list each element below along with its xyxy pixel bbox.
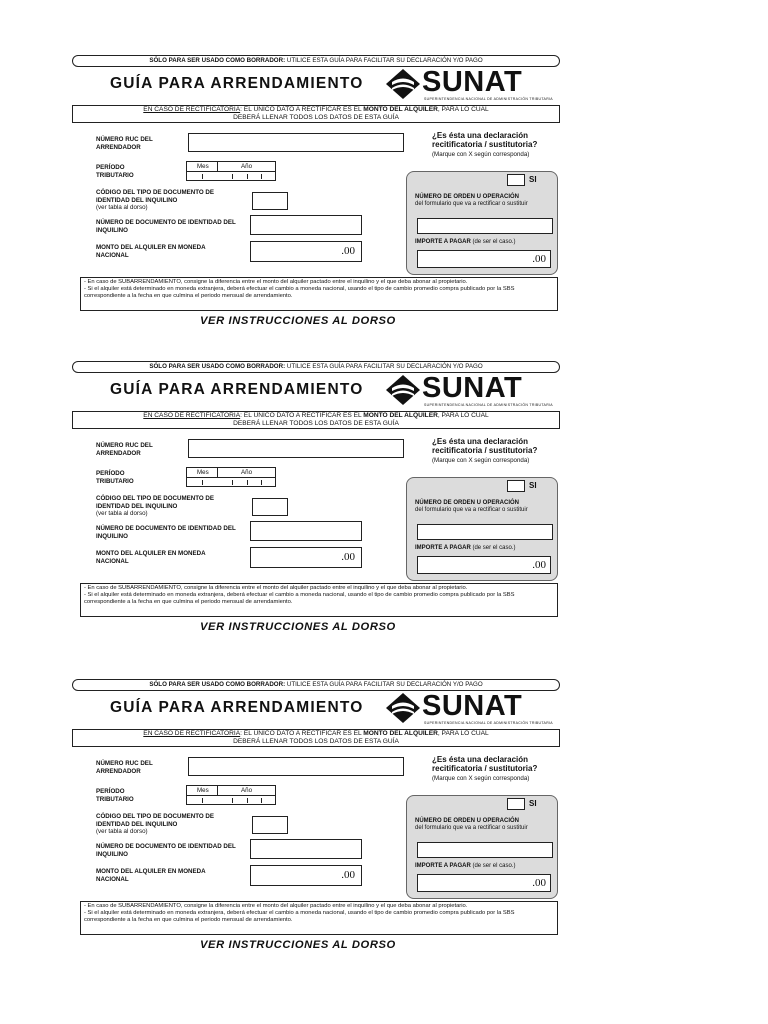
importe-value: .00	[532, 253, 546, 265]
si-checkbox[interactable]	[507, 480, 525, 492]
sunat-diamond-icon	[386, 693, 420, 723]
logo-subtitle: SUPERINTENDENCIA NACIONAL DE ADMINISTRACIÓN TRIBUTARIA	[424, 721, 553, 725]
anio-label: Año	[241, 163, 253, 170]
monto-field[interactable]	[250, 241, 362, 262]
notes-box	[80, 901, 558, 935]
codigo-label: CÓDIGO DEL TIPO DE DOCUMENTO DE IDENTIDAD DEL INQUILINO (ver tabla al dorso)	[96, 189, 215, 211]
guide-title: GUÍA PARA ARRENDAMIENTO	[110, 75, 364, 92]
importe-label: IMPORTE A PAGAR (de ser el caso.)	[415, 545, 516, 551]
draft-banner: SÓLO PARA SER USADO COMO BORRADOR: UTILICE ESTA GUÍA PARA FACILITAR SU DECLARACIÓN Y/O PAGO	[72, 361, 560, 373]
si-label: SI	[529, 799, 537, 808]
importe-field[interactable]	[417, 874, 551, 892]
note-moneda-extranjera: - Si el alquiler está determinado en moneda extranjera, deberá efectuar el cambio a moneda nacional, usando el tipo de cambio promedio compra publicado por la SBS correspondiente a la fecha en que culmina el periodo mensual de arrendamiento.	[84, 909, 515, 923]
anio-label: Año	[241, 469, 253, 476]
monto-label: MONTO DEL ALQUILER EN MONEDA NACIONAL	[96, 244, 206, 259]
importe-field[interactable]	[417, 556, 551, 574]
logo-text: SUNAT	[422, 66, 523, 98]
si-label: SI	[529, 481, 537, 490]
logo-subtitle: SUPERINTENDENCIA NACIONAL DE ADMINISTRACIÓN TRIBUTARIA	[424, 403, 553, 407]
importe-value: .00	[532, 559, 546, 571]
sunat-logo	[386, 66, 556, 101]
orden-field[interactable]	[417, 524, 553, 540]
codigo-field[interactable]	[252, 498, 288, 516]
mes-label: Mes	[197, 469, 209, 476]
rectification-note: EN CASO DE RECTIFICATORIA: EL ÚNICO DATO A RECTIFICAR ES EL MONTO DEL ALQUILER, PARA LO CUAL DEBERÁ LLENAR TODOS LOS DATOS DE ESTA GUÍA	[72, 729, 560, 747]
rental-guide-3	[70, 679, 560, 959]
mes-label: Mes	[197, 787, 209, 794]
ruc-field[interactable]	[188, 133, 404, 152]
ruc-label: NÚMERO RUC DEL ARRENDADOR	[96, 136, 153, 151]
numdoc-field[interactable]	[250, 215, 362, 235]
orden-field[interactable]	[417, 842, 553, 858]
periodo-label: PERÍODO TRIBUTARIO	[96, 164, 134, 179]
instructions-heading: VER INSTRUCCIONES AL DORSO	[200, 939, 396, 951]
monto-field[interactable]	[250, 865, 362, 886]
mes-label: Mes	[197, 163, 209, 170]
si-checkbox[interactable]	[507, 174, 525, 186]
monto-label: MONTO DEL ALQUILER EN MONEDA NACIONAL	[96, 868, 206, 883]
monto-field[interactable]	[250, 547, 362, 568]
monto-label: MONTO DEL ALQUILER EN MONEDA NACIONAL	[96, 550, 206, 565]
codigo-label: CÓDIGO DEL TIPO DE DOCUMENTO DE IDENTIDAD DEL INQUILINO (ver tabla al dorso)	[96, 495, 215, 517]
monto-value: .00	[341, 551, 355, 563]
sunat-diamond-icon	[386, 69, 420, 99]
note-moneda-extranjera: - Si el alquiler está determinado en moneda extranjera, deberá efectuar el cambio a moneda nacional, usando el tipo de cambio promedio compra publicado por la SBS correspondiente a la fecha en que culmina el periodo mensual de arrendamiento.	[84, 285, 515, 299]
rectification-question: ¿Es ésta una declaración recitificatoria / sustitutoria? (Marque con X según corresponda)	[432, 131, 538, 158]
numdoc-field[interactable]	[250, 521, 362, 541]
numdoc-label: NÚMERO DE DOCUMENTO DE IDENTIDAD DEL INQUILINO	[96, 843, 236, 858]
numdoc-label: NÚMERO DE DOCUMENTO DE IDENTIDAD DEL INQUILINO	[96, 219, 236, 234]
rectification-question: ¿Es ésta una declaración recitificatoria / sustitutoria? (Marque con X según corresponda)	[432, 437, 538, 464]
sunat-diamond-icon	[386, 375, 420, 405]
codigo-label: CÓDIGO DEL TIPO DE DOCUMENTO DE IDENTIDAD DEL INQUILINO (ver tabla al dorso)	[96, 813, 215, 835]
note-subarrendamiento: - En caso de SUBARRENDAMIENTO, consigne la diferencia entre el monto del alquiler pactado entre el inquilino y el que deba abonar al propietario.	[84, 585, 468, 591]
rectification-panel	[406, 795, 558, 899]
importe-label: IMPORTE A PAGAR (de ser el caso.)	[415, 863, 516, 869]
note-subarrendamiento: - En caso de SUBARRENDAMIENTO, consigne la diferencia entre el monto del alquiler pactado entre el inquilino y el que deba abonar al propietario.	[84, 903, 468, 909]
rental-guide-2	[70, 361, 560, 641]
si-checkbox[interactable]	[507, 798, 525, 810]
orden-label: NÚMERO DE ORDEN U OPERACIÓN del formulario que va a rectificar o sustituir	[415, 818, 528, 831]
instructions-heading: VER INSTRUCCIONES AL DORSO	[200, 315, 396, 327]
rectification-panel	[406, 171, 558, 275]
codigo-field[interactable]	[252, 192, 288, 210]
rectification-note: EN CASO DE RECTIFICATORIA: EL ÚNICO DATO A RECTIFICAR ES EL MONTO DEL ALQUILER, PARA LO CUAL DEBERÁ LLENAR TODOS LOS DATOS DE ESTA GUÍA	[72, 411, 560, 429]
draft-banner: SÓLO PARA SER USADO COMO BORRADOR: UTILICE ESTA GUÍA PARA FACILITAR SU DECLARACIÓN Y/O PAGO	[72, 55, 560, 67]
rectification-note: EN CASO DE RECTIFICATORIA: EL ÚNICO DATO A RECTIFICAR ES EL MONTO DEL ALQUILER, PARA LO CUAL DEBERÁ LLENAR TODOS LOS DATOS DE ESTA GUÍA	[72, 105, 560, 123]
ruc-label: NÚMERO RUC DEL ARRENDADOR	[96, 442, 153, 457]
periodo-field[interactable]	[186, 785, 276, 805]
si-label: SI	[529, 175, 537, 184]
guide-title: GUÍA PARA ARRENDAMIENTO	[110, 381, 364, 398]
monto-value: .00	[341, 245, 355, 257]
ruc-label: NÚMERO RUC DEL ARRENDADOR	[96, 760, 153, 775]
monto-value: .00	[341, 869, 355, 881]
instructions-heading: VER INSTRUCCIONES AL DORSO	[200, 621, 396, 633]
importe-label: IMPORTE A PAGAR (de ser el caso.)	[415, 239, 516, 245]
ruc-field[interactable]	[188, 439, 404, 458]
periodo-label: PERÍODO TRIBUTARIO	[96, 470, 134, 485]
notes-box	[80, 277, 558, 311]
periodo-field[interactable]	[186, 161, 276, 181]
periodo-field[interactable]	[186, 467, 276, 487]
orden-label: NÚMERO DE ORDEN U OPERACIÓN del formulario que va a rectificar o sustituir	[415, 194, 528, 207]
logo-subtitle: SUPERINTENDENCIA NACIONAL DE ADMINISTRACIÓN TRIBUTARIA	[424, 97, 553, 101]
importe-value: .00	[532, 877, 546, 889]
rectification-panel	[406, 477, 558, 581]
rectification-question: ¿Es ésta una declaración recitificatoria / sustitutoria? (Marque con X según corresponda)	[432, 755, 538, 782]
sunat-logo	[386, 372, 556, 407]
anio-label: Año	[241, 787, 253, 794]
sunat-logo	[386, 690, 556, 725]
note-moneda-extranjera: - Si el alquiler está determinado en moneda extranjera, deberá efectuar el cambio a moneda nacional, usando el tipo de cambio promedio compra publicado por la SBS correspondiente a la fecha en que culmina el periodo mensual de arrendamiento.	[84, 591, 515, 605]
numdoc-field[interactable]	[250, 839, 362, 859]
periodo-label: PERÍODO TRIBUTARIO	[96, 788, 134, 803]
logo-text: SUNAT	[422, 690, 523, 722]
draft-banner: SÓLO PARA SER USADO COMO BORRADOR: UTILICE ESTA GUÍA PARA FACILITAR SU DECLARACIÓN Y/O PAGO	[72, 679, 560, 691]
numdoc-label: NÚMERO DE DOCUMENTO DE IDENTIDAD DEL INQUILINO	[96, 525, 236, 540]
importe-field[interactable]	[417, 250, 551, 268]
orden-label: NÚMERO DE ORDEN U OPERACIÓN del formulario que va a rectificar o sustituir	[415, 500, 528, 513]
rental-guide-1	[70, 55, 560, 335]
guide-title: GUÍA PARA ARRENDAMIENTO	[110, 699, 364, 716]
logo-text: SUNAT	[422, 372, 523, 404]
codigo-field[interactable]	[252, 816, 288, 834]
orden-field[interactable]	[417, 218, 553, 234]
note-subarrendamiento: - En caso de SUBARRENDAMIENTO, consigne la diferencia entre el monto del alquiler pactado entre el inquilino y el que deba abonar al propietario.	[84, 279, 468, 285]
ruc-field[interactable]	[188, 757, 404, 776]
notes-box	[80, 583, 558, 617]
